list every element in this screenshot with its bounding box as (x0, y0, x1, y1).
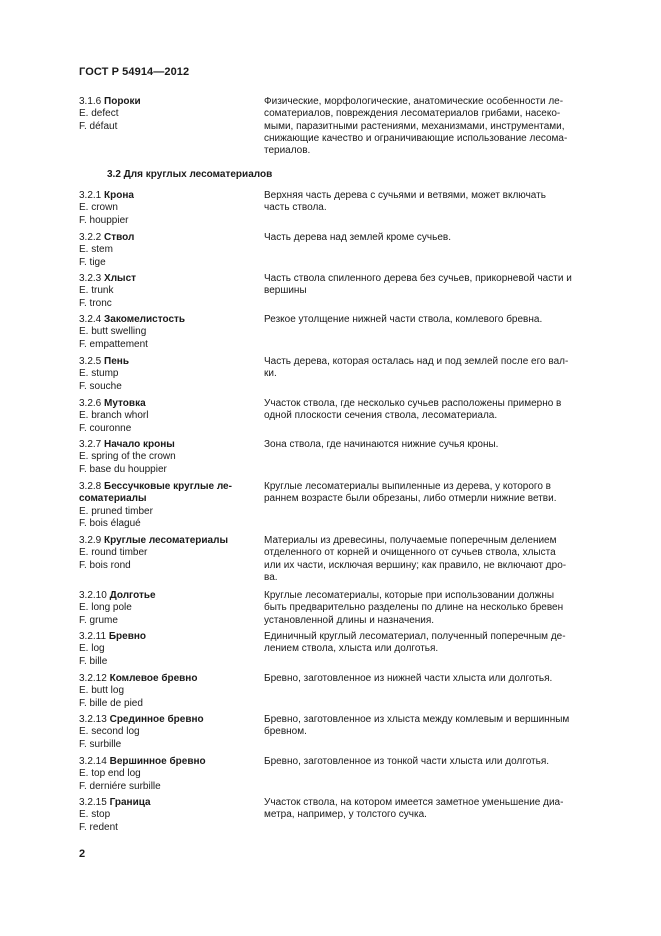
definition-line: Участок ствола, где несколько сучьев расположены примерно в (264, 398, 562, 409)
term-name-line (79, 96, 259, 108)
definition-line: отделенного от корней и очищенного от сучьев ствола, хлыста (264, 547, 556, 559)
term-english: E. stump (79, 368, 119, 380)
definition-line: териалов. (264, 145, 311, 157)
term-block (79, 356, 259, 393)
term-french: F. surbille (79, 738, 122, 750)
term-name: Начало кроны (104, 439, 175, 450)
term-name-line (79, 493, 259, 505)
term-number: 3.2.8 (79, 481, 102, 492)
definition-line: соматериалов, повреждения лесоматериалов грибами, насеко- (264, 108, 561, 120)
term-number: 3.2.5 (79, 356, 102, 367)
term-definition (264, 96, 600, 157)
term-name: Крона (104, 190, 134, 201)
term-english: E. round timber (79, 547, 148, 559)
term-definition (264, 232, 600, 244)
term-definition (264, 356, 600, 381)
term-name: Бревно (108, 631, 146, 642)
definition-line: Часть дерева, которая осталась над и под землей после его вал- (264, 356, 569, 367)
definition-line: ва. (264, 571, 278, 583)
term-definition (264, 481, 600, 506)
term-french: F. empattement (79, 338, 148, 350)
term-name-line (79, 481, 259, 493)
term-english: E. long pole (79, 602, 132, 614)
term-name-line (79, 797, 259, 809)
definition-line: установленной длины и назначения. (264, 614, 435, 626)
term-number: 3.2.4 (79, 314, 102, 325)
term-name-line (79, 756, 259, 768)
definition-line: Часть дерева над землей кроме сучьев. (264, 232, 452, 243)
definition-line: ки. (264, 368, 277, 380)
term-block (79, 756, 259, 793)
definition-line: Резкое утолщение нижней части ствола, комлевого бревна. (264, 314, 543, 325)
term-name: Срединное бревно (109, 714, 204, 725)
definition-line: или их части, исключая вершину; как правило, не включают дро- (264, 559, 567, 571)
term-english: E. log (79, 643, 105, 655)
term-block (79, 190, 259, 227)
definition-line: одной плоскости сечения ствола, лесоматериала. (264, 410, 498, 422)
definition-line: Единичный круглый лесоматериал, полученный поперечным де- (264, 631, 566, 642)
term-french: F. redent (79, 821, 118, 833)
term-name-line (79, 714, 259, 726)
term-definition (264, 398, 600, 423)
term-block (79, 439, 259, 476)
definition-line: Бревно, заготовленное из хлыста между комлевым и вершинным (264, 714, 570, 725)
term-name: Пень (104, 356, 129, 367)
definition-line: Бревно, заготовленное из тонкой части хлыста или долготья. (264, 756, 550, 767)
term-name-line (79, 439, 259, 451)
term-definition (264, 439, 600, 451)
definition-line: Часть ствола спиленного дерева без сучьев, прикорневой части и (264, 273, 572, 284)
term-block (79, 631, 259, 668)
term-name-line (79, 631, 259, 643)
term-english: E. stop (79, 809, 111, 821)
term-name: соматериалы (79, 493, 147, 505)
term-french: F. derniére surbille (79, 780, 161, 792)
term-block (79, 535, 259, 572)
definition-line: Верхняя часть дерева с сучьями и ветвями, может включать (264, 190, 546, 201)
term-number: 3.2.15 (79, 797, 107, 808)
term-name-line (79, 356, 259, 368)
term-name: Граница (109, 797, 151, 808)
term-definition (264, 756, 600, 768)
definition-line: Участок ствола, на котором имеется заметное уменьшение диа- (264, 797, 564, 808)
term-french: F. couronne (79, 422, 132, 434)
definition-line: Материалы из древесины, получаемые поперечным делением (264, 535, 557, 546)
term-block (79, 314, 259, 351)
definition-line: бревном. (264, 726, 307, 738)
term-name: Мутовка (104, 398, 146, 409)
term-block (79, 96, 259, 133)
term-number: 3.2.3 (79, 273, 102, 284)
term-name-line (79, 273, 259, 285)
term-definition (264, 631, 600, 656)
term-number: 3.2.1 (79, 190, 102, 201)
term-name-line (79, 232, 259, 244)
term-number: 3.2.12 (79, 673, 107, 684)
definition-line: вершины (264, 285, 307, 297)
term-french: F. bille de pied (79, 697, 143, 709)
term-definition (264, 535, 600, 584)
definition-line: метра, например, у толстого сучка. (264, 809, 427, 821)
term-name: Комлевое бревно (109, 673, 198, 684)
term-number: 3.2.2 (79, 232, 102, 243)
term-name-line (79, 314, 259, 326)
definition-line: снижающие качество и ограничивающие использование лесома- (264, 132, 568, 144)
term-name: Круглые лесоматериалы (104, 535, 229, 546)
term-number: 3.2.11 (79, 631, 107, 642)
term-name: Ствол (104, 232, 135, 243)
term-block (79, 590, 259, 627)
definition-line: Физические, морфологические, анатомические особенности ле- (264, 96, 564, 107)
definition-line: Круглые лесоматериалы, которые при использовании должны (264, 590, 555, 601)
term-english: E. stem (79, 244, 113, 256)
term-french: F. tronc (79, 297, 112, 309)
term-definition (264, 314, 600, 326)
term-french: F. grume (79, 614, 118, 626)
term-name: Хлыст (104, 273, 137, 284)
term-english: E. branch whorl (79, 410, 149, 422)
term-french: F. bois élagué (79, 517, 141, 529)
term-block (79, 673, 259, 710)
term-number: 3.2.7 (79, 439, 102, 450)
term-french: F. bois rond (79, 559, 131, 571)
definition-line: Бревно, заготовленное из нижней части хлыста или долготья. (264, 673, 553, 684)
term-name: Пороки (104, 96, 141, 107)
term-name-line (79, 398, 259, 410)
section-title: 3.2 Для круглых лесоматериалов (107, 169, 273, 180)
term-number: 3.1.6 (79, 96, 102, 107)
definition-line: Круглые лесоматериалы выпиленные из дерева, у которого в (264, 481, 551, 492)
term-french: F. bille (79, 655, 108, 667)
term-english: E. spring of the crown (79, 451, 176, 463)
term-definition (264, 714, 600, 739)
term-english: E. defect (79, 108, 119, 120)
term-name: Бессучковые круглые ле- (104, 481, 232, 492)
term-number: 3.2.9 (79, 535, 102, 546)
term-number: 3.2.13 (79, 714, 107, 725)
term-french: F. souche (79, 380, 122, 392)
term-english: E. butt swelling (79, 326, 147, 338)
term-number: 3.2.10 (79, 590, 107, 601)
term-english: E. top end log (79, 768, 141, 780)
term-name: Долготье (109, 590, 156, 601)
term-name-line (79, 535, 259, 547)
term-definition (264, 273, 600, 298)
term-french: F. tige (79, 256, 106, 268)
term-block (79, 797, 259, 834)
term-block (79, 232, 259, 269)
definition-line: быть предварительно разделены по длине на несколько бревен (264, 602, 564, 614)
standard-header: ГОСТ Р 54914—2012 (79, 66, 190, 78)
term-definition (264, 797, 600, 822)
term-english: E. second log (79, 726, 140, 738)
term-name-line (79, 673, 259, 685)
term-french: F. base du houppier (79, 463, 167, 475)
term-name-line (79, 590, 259, 602)
term-french: F. houppier (79, 214, 129, 226)
definition-line: Зона ствола, где начинаются нижние сучья кроны. (264, 439, 499, 450)
term-definition (264, 590, 600, 627)
term-number: 3.2.14 (79, 756, 107, 767)
term-block (79, 481, 259, 530)
term-name-line (79, 190, 259, 202)
definition-line: мыми, паразитными растениями, механизмами, инструментами, (264, 120, 565, 132)
term-english: E. trunk (79, 285, 114, 297)
term-definition (264, 673, 600, 685)
term-english: E. crown (79, 202, 118, 214)
term-number: 3.2.6 (79, 398, 102, 409)
term-english: E. butt log (79, 685, 125, 697)
term-block (79, 714, 259, 751)
definition-line: лением ствола, хлыста или долготья. (264, 643, 439, 655)
term-french: F. défaut (79, 120, 118, 132)
term-definition (264, 190, 600, 215)
term-block (79, 398, 259, 435)
definition-line: раннем возрасте были обрезаны, либо отмерли нижние ветви. (264, 493, 557, 505)
term-name: Закомелистость (104, 314, 186, 325)
term-block (79, 273, 259, 310)
term-english: E. pruned timber (79, 505, 153, 517)
definition-line: часть ствола. (264, 202, 327, 214)
page-number: 2 (79, 848, 86, 860)
term-name: Вершинное бревно (109, 756, 206, 767)
